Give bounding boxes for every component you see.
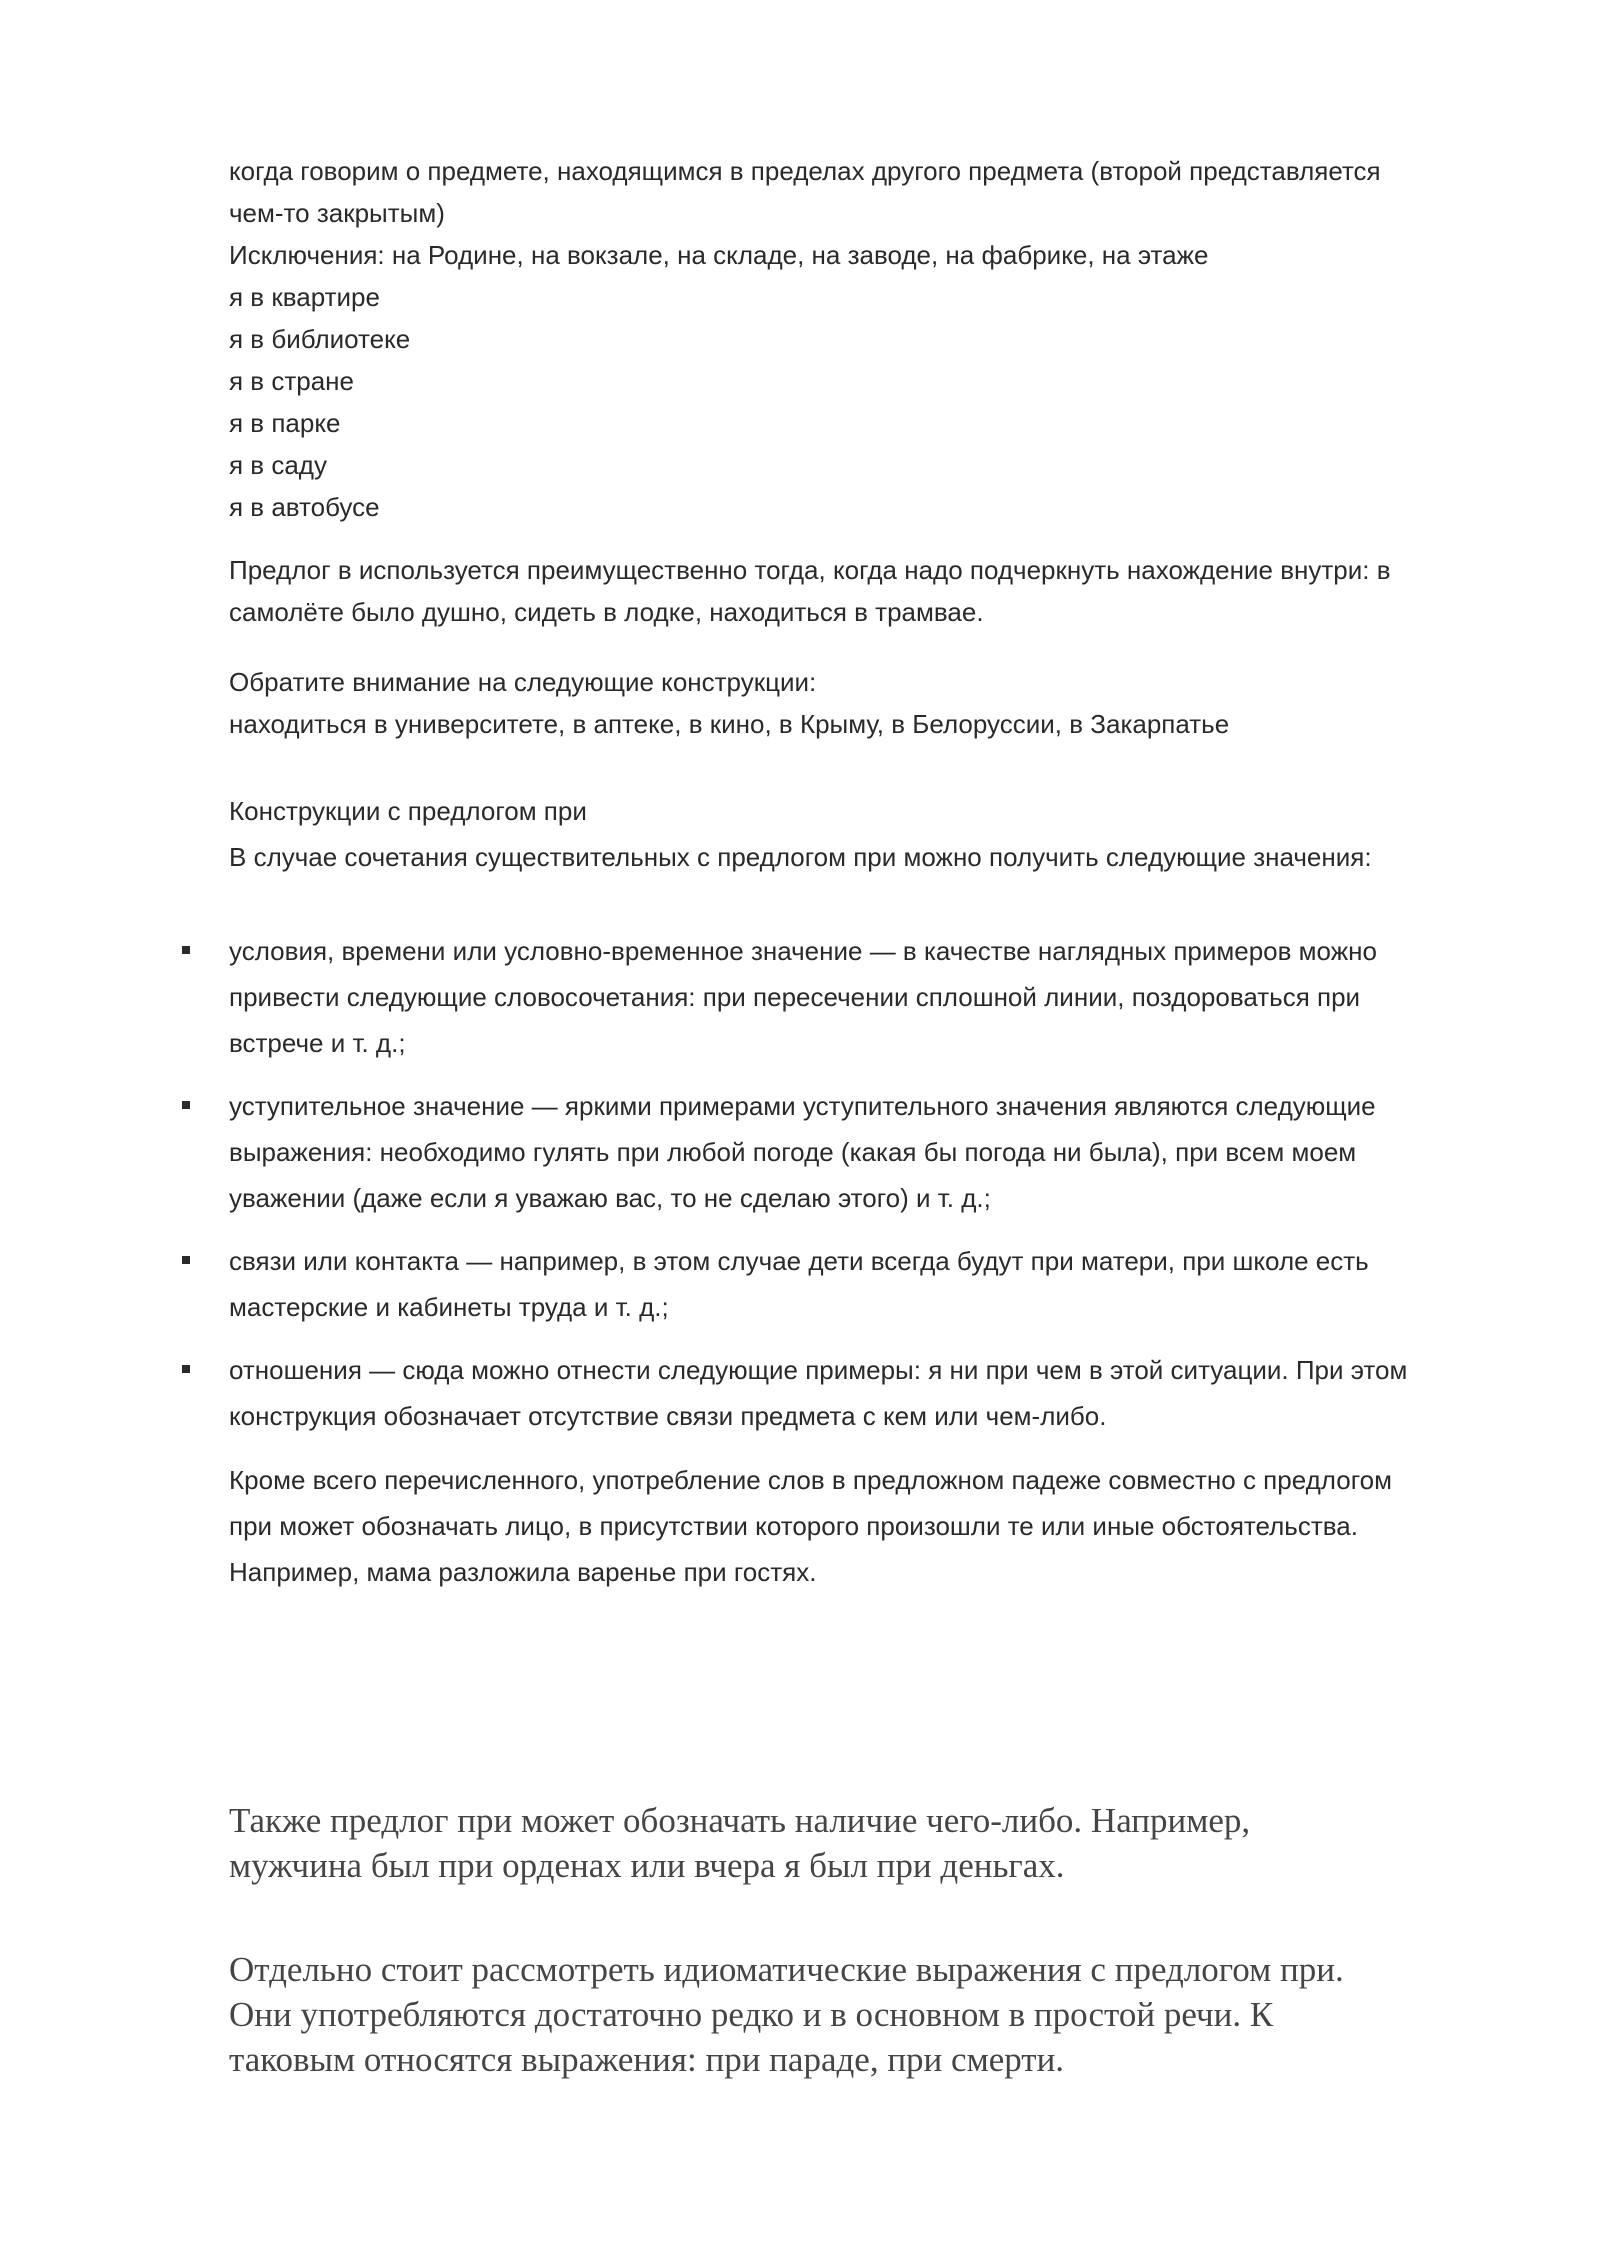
text-line: мужчина был при орденах или вчера я был при деньгах. (229, 1846, 1065, 1885)
text-line: самолёте было душно, сидеть в лодке, находиться в трамвае. (229, 597, 984, 627)
section-heading: Конструкции с предлогом при (229, 796, 587, 826)
text-line: уважении (даже если я уважаю вас, то не сделаю этого) и т. д.; (229, 1183, 991, 1213)
text-line: условия, времени или условно-временное значение — в качестве наглядных примеров можно (229, 936, 1377, 966)
text-line: Обратите внимание на следующие конструкции: (229, 667, 817, 697)
paragraph-preposition-v (229, 549, 1479, 633)
list-item (180, 928, 1500, 1066)
text-line: отношения — сюда можно отнести следующие примеры: я ни при чем в этой ситуации. При этом (229, 1355, 1408, 1385)
text-line: Они употребляются достаточно редко и в основном в простой речи. К (229, 1995, 1274, 2034)
list-item (180, 1083, 1500, 1221)
example-line: я в стране (229, 366, 354, 396)
square-bullet-icon (182, 946, 190, 954)
text-line: выражения: необходимо гулять при любой погоде (какая бы погода ни была), при всем моем (229, 1137, 1357, 1167)
paragraph-attention (229, 661, 1479, 745)
square-bullet-icon (182, 1101, 190, 1109)
text-line: Предлог в используется преимущественно тогда, когда надо подчеркнуть нахождение внутри: в (229, 555, 1391, 585)
text-line: Например, мама разложила варенье при гостях. (229, 1557, 817, 1587)
meanings-list (180, 928, 1500, 1439)
text-line: Отдельно стоит рассмотреть идиоматические выражения с предлогом при. (229, 1950, 1344, 1989)
example-line: я в парке (229, 408, 341, 438)
intro-block (229, 150, 1479, 528)
section-pri (229, 788, 1479, 880)
example-line: я в библиотеке (229, 324, 411, 354)
text-line: чем-то закрытым) (229, 198, 445, 228)
text-line: Кроме всего перечисленного, употребление слов в предложном падеже совместно с предлогом (229, 1465, 1392, 1495)
section-intro: В случае сочетания существительных с предлогом при можно получить следующие значения: (229, 842, 1372, 872)
serif-paragraph-possession (229, 1798, 1479, 1888)
text-line: когда говорим о предмете, находящимся в пределах другого предмета (второй представляется (229, 156, 1381, 186)
text-line: мастерские и кабинеты труда и т. д.; (229, 1292, 669, 1322)
text-line: таковым относятся выражения: при параде, при смерти. (229, 2040, 1065, 2079)
paragraph-besides (229, 1457, 1479, 1595)
text-line: привести следующие словосочетания: при пересечении сплошной линии, поздороваться при (229, 982, 1361, 1012)
text-line: связи или контакта — например, в этом случае дети всегда будут при матери, при школе есть (229, 1246, 1369, 1276)
example-line: я в автобусе (229, 492, 380, 522)
text-line: конструкция обозначает отсутствие связи предмета с кем или чем-либо. (229, 1401, 1107, 1431)
list-item (180, 1238, 1500, 1330)
text-line: Также предлог при может обозначать наличие чего-либо. Например, (229, 1801, 1251, 1840)
text-line: находиться в университете, в аптеке, в кино, в Крыму, в Белоруссии, в Закарпатье (229, 709, 1230, 739)
square-bullet-icon (182, 1256, 190, 1264)
square-bullet-icon (182, 1365, 190, 1373)
text-line: встрече и т. д.; (229, 1028, 406, 1058)
text-line: уступительное значение — яркими примерами уступительного значения являются следующие (229, 1091, 1376, 1121)
serif-paragraph-idioms (229, 1947, 1479, 2082)
example-line: я в саду (229, 450, 327, 480)
text-line: при может обозначать лицо, в присутствии которого произошли те или иные обстоятельства. (229, 1511, 1358, 1541)
exceptions-line: Исключения: на Родине, на вокзале, на складе, на заводе, на фабрике, на этаже (229, 240, 1209, 270)
list-item (180, 1347, 1500, 1439)
example-line: я в квартире (229, 282, 380, 312)
